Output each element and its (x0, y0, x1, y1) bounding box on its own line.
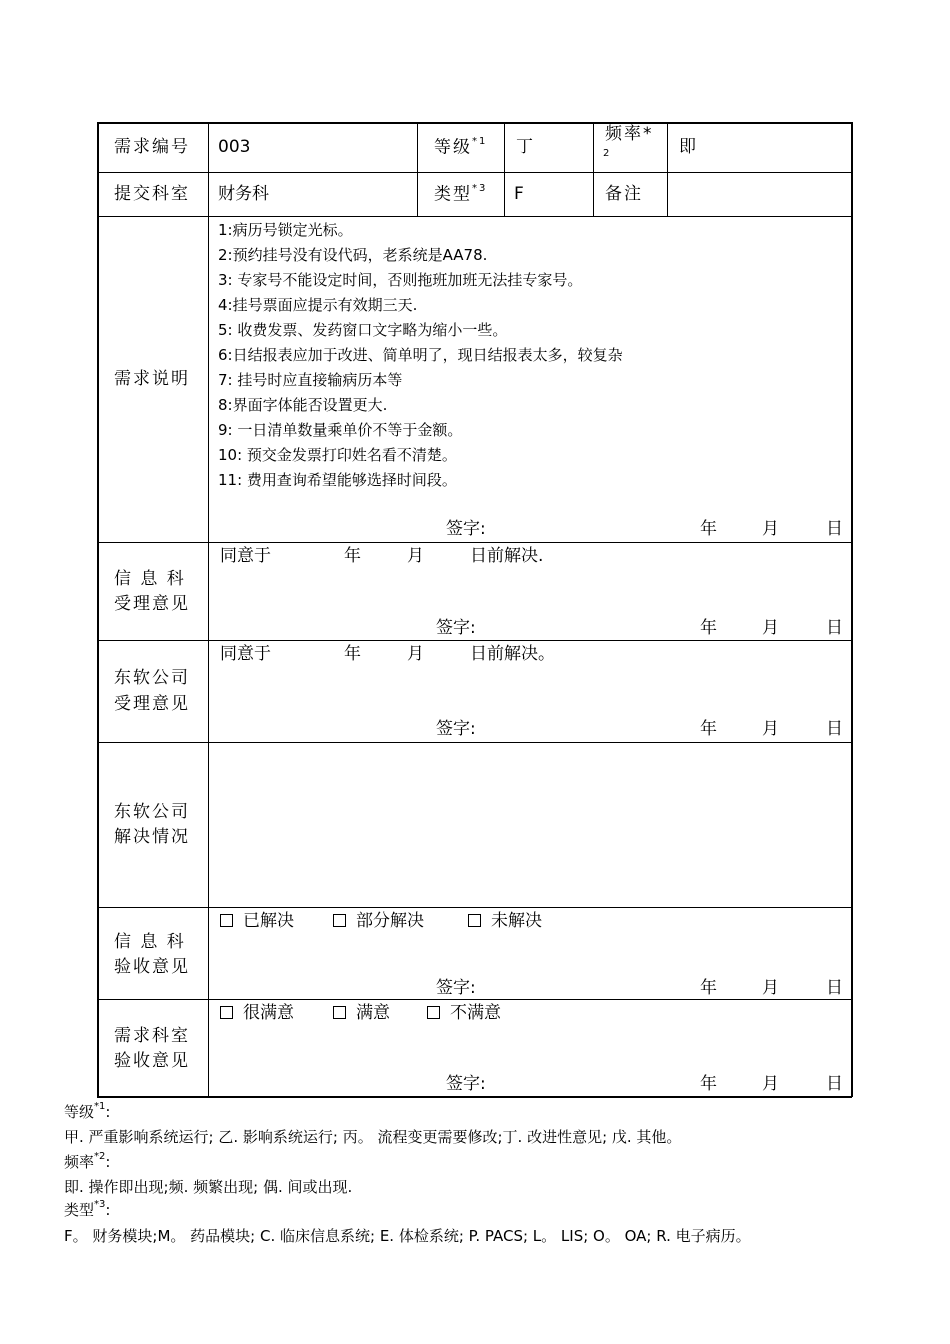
description-item: 3: 专家号不能设定时间，否则拖班加班无法挂专家号。 (218, 271, 583, 289)
row-divider (97, 907, 852, 908)
sign-month: 月 (762, 519, 779, 539)
footnote-type-text: F。 财务模块;M。 药品模块; C. 临床信息系统; E. 体检系统; P. PACS; L。 LIS; O。 OA; R. 电子病历。 (64, 1227, 751, 1245)
description-item: 6:日结报表应加于改进、简单明了，现日结报表太多，较复杂 (218, 346, 623, 364)
info-check-label-1: 信 息 科 (114, 932, 186, 952)
neusoft-accept-label-2: 受理意见 (114, 694, 190, 714)
option-partial[interactable]: 部分解决 (333, 913, 424, 930)
info-check-label-2: 验收意见 (114, 957, 190, 977)
dept-check-label-1: 需求科室 (114, 1026, 190, 1046)
dept-check-label-2: 验收意见 (114, 1051, 190, 1071)
info-accept-month: 月 (407, 546, 424, 566)
signature-label: 签字: (436, 618, 476, 638)
footnote-level-title: 等级$^{*1}$: (64, 1101, 111, 1121)
description-item: 10: 预交金发票打印姓名看不清楚。 (218, 446, 457, 464)
row-divider (97, 542, 852, 543)
neusoft-resolve-label-2: 解决情况 (114, 827, 190, 847)
row-divider (97, 640, 852, 641)
info-accept-label-1: 信 息 科 (114, 569, 186, 589)
row-divider (97, 216, 852, 217)
neusoft-accept-label-1: 东软公司 (114, 668, 190, 688)
neusoft-accept-text-b: 日前解决。 (470, 644, 555, 664)
freq-label-sup: 2 (603, 148, 610, 159)
info-accept-label-2: 受理意见 (114, 594, 190, 614)
option-very-satisfied[interactable]: 很满意 (220, 1005, 294, 1022)
footnote-type-title: 类型$^{*3}$: (64, 1199, 111, 1219)
checkbox-resolved[interactable] (220, 914, 233, 927)
column-divider (504, 122, 505, 217)
sign-day: 日 (826, 1074, 843, 1094)
type-label: 类型$^{*3}$ (434, 183, 488, 205)
footnote-freq-text: 即. 操作即出现;频. 频繁出现; 偶. 间或出现. (64, 1178, 353, 1196)
sign-day: 日 (826, 978, 843, 998)
sign-day: 日 (826, 519, 843, 539)
signature-label: 签字: (436, 719, 476, 739)
option-satisfied[interactable]: 满意 (333, 1005, 390, 1022)
table-border-bottom (97, 1096, 852, 1098)
level-value: 丁 (516, 137, 533, 157)
option-unsatisfied[interactable]: 不满意 (427, 1005, 501, 1022)
row-divider (97, 999, 852, 1000)
row-divider (97, 742, 852, 743)
dept-value: 财务科 (218, 184, 269, 204)
type-value: F (514, 184, 524, 204)
description-list (218, 218, 623, 493)
signature-label: 签字: (436, 978, 476, 998)
checkbox-unresolved[interactable] (468, 914, 481, 927)
column-divider (667, 122, 668, 217)
checkbox-very-satisfied[interactable] (220, 1006, 233, 1019)
sign-month: 月 (762, 618, 779, 638)
neusoft-resolve-label-1: 东软公司 (114, 802, 190, 822)
column-divider (208, 122, 209, 1097)
signature-label: 签字: (446, 519, 486, 539)
signature-label: 签字: (446, 1074, 486, 1094)
sign-month: 月 (762, 1074, 779, 1094)
footnote-level-text: 甲. 严重影响系统运行; 乙. 影响系统运行; 丙。 流程变更需要修改;丁. 改进性意见; 戊. 其他。 (64, 1128, 682, 1146)
sign-year: 年 (700, 618, 717, 638)
checkbox-satisfied[interactable] (333, 1006, 346, 1019)
freq-label: 频率* (605, 124, 654, 144)
info-accept-text-b: 日前解决. (470, 546, 544, 566)
table-border-right (851, 122, 853, 1097)
option-resolved[interactable]: 已解决 (220, 913, 294, 930)
sign-year: 年 (700, 719, 717, 739)
level-label: 等级$^{*1}$ (434, 136, 488, 158)
neusoft-accept-month: 月 (407, 644, 424, 664)
neusoft-accept-text-a: 同意于 (220, 644, 271, 664)
column-divider (417, 122, 418, 217)
description-item: 11: 费用查询希望能够选择时间段。 (218, 471, 457, 489)
description-label: 需求说明 (114, 369, 190, 389)
description-item: 4:挂号票面应提示有效期三天. (218, 296, 418, 314)
row-divider (97, 172, 852, 173)
sign-day: 日 (826, 719, 843, 739)
info-accept-year: 年 (344, 546, 361, 566)
sign-year: 年 (700, 978, 717, 998)
description-item: 9: 一日清单数量乘单价不等于金额。 (218, 421, 463, 439)
sign-month: 月 (762, 719, 779, 739)
req-no-value: 003 (218, 137, 251, 157)
description-item: 2:预约挂号没有设代码，老系统是AA78. (218, 246, 488, 264)
description-item: 8:界面字体能否设置更大. (218, 396, 388, 414)
neusoft-accept-year: 年 (344, 644, 361, 664)
column-divider (593, 122, 594, 217)
sign-year: 年 (700, 519, 717, 539)
checkbox-partial[interactable] (333, 914, 346, 927)
table-border-top (97, 122, 852, 124)
dept-label: 提交科室 (114, 184, 190, 204)
description-item: 1:病历号锁定光标。 (218, 221, 353, 239)
remark-label: 备注 (605, 184, 643, 204)
description-item: 7: 挂号时应直接输病历本等 (218, 371, 403, 389)
sign-year: 年 (700, 1074, 717, 1094)
sign-day: 日 (826, 618, 843, 638)
req-no-label: 需求编号 (114, 137, 190, 157)
description-item: 5: 收费发票、发药窗口文字略为缩小一些。 (218, 321, 508, 339)
sign-month: 月 (762, 978, 779, 998)
table-border-left (97, 122, 99, 1097)
freq-value: 即 (679, 137, 696, 157)
checkbox-unsatisfied[interactable] (427, 1006, 440, 1019)
footnote-freq-title: 频率$^{*2}$: (64, 1151, 111, 1171)
info-accept-text-a: 同意于 (220, 546, 271, 566)
option-unresolved[interactable]: 未解决 (468, 913, 542, 930)
